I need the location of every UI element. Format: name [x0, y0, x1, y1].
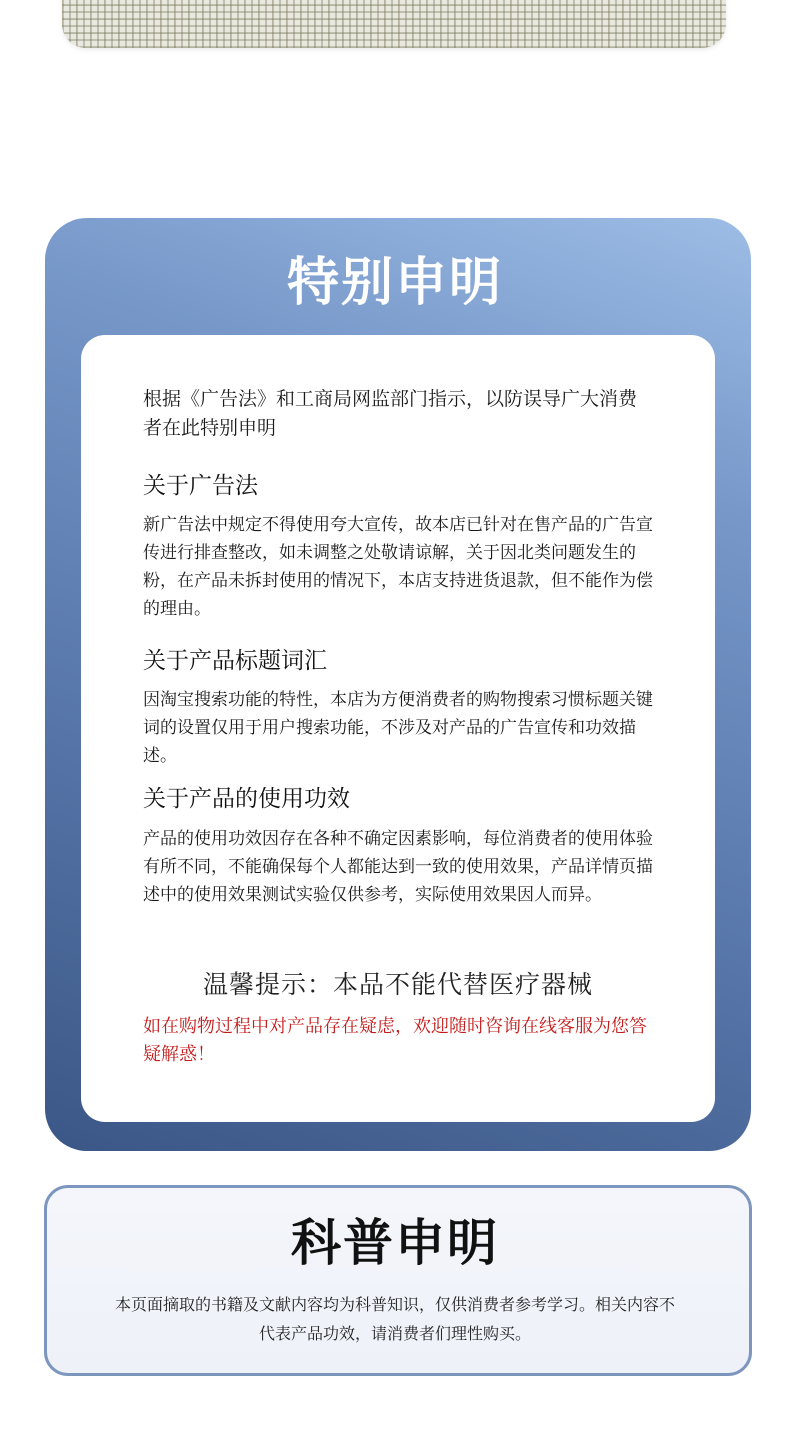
special-statement-title: 特别申明 [286, 253, 503, 313]
statement-intro: 根据《广告法》和工商局网监部门指示，以防误导广大消费者在此特别申明 [143, 388, 638, 439]
warm-tip-text: 如在购物过程中对产品存在疑虑，欢迎随时咨询在线客服为您答疑解惑！ [143, 1016, 647, 1065]
section-text-ad-law: 新广告法中规定不得使用夸大宣传，故本店已针对在售产品的广告宣传进行排查整改，如未调整之处敬请谅解，关于因北类问题发生的粉，在产品未拆封使用的情况下，本店支持进货退款，但不能作为偿的理由。 [143, 515, 653, 619]
section-heading-ad-law: 关于广告法 [143, 473, 258, 499]
section-text-title-words: 因淘宝搜索功能的特性，本店为方便消费者的购物搜索习惯标题关键词的设置仅用于用户搜索功能，不涉及对产品的广告宣传和功效描述。 [143, 690, 653, 766]
warm-tip-title: 温馨提示：本品不能代替医疗器械 [202, 970, 593, 999]
section-text-efficacy: 产品的使用功效因存在各种不确定因素影响，每位消费者的使用体验有所不同，不能确保每个人都能达到一致的使用效果，产品详情页描述中的使用效果测试实验仅供参考，实际使用效果因人而异。 [143, 829, 653, 905]
section-heading-efficacy: 关于产品的使用功效 [143, 786, 350, 812]
section-heading-title-words: 关于产品标题词汇 [143, 648, 327, 674]
plaid-fabric-image [62, 0, 726, 48]
science-statement-title: 科普申明 [291, 1214, 499, 1272]
science-statement-text: 本页面摘取的书籍及文献内容均为科普知识，仅供消费者参考学习。相关内容不代表产品功效，请消费者们理性购买。 [114, 1295, 675, 1343]
